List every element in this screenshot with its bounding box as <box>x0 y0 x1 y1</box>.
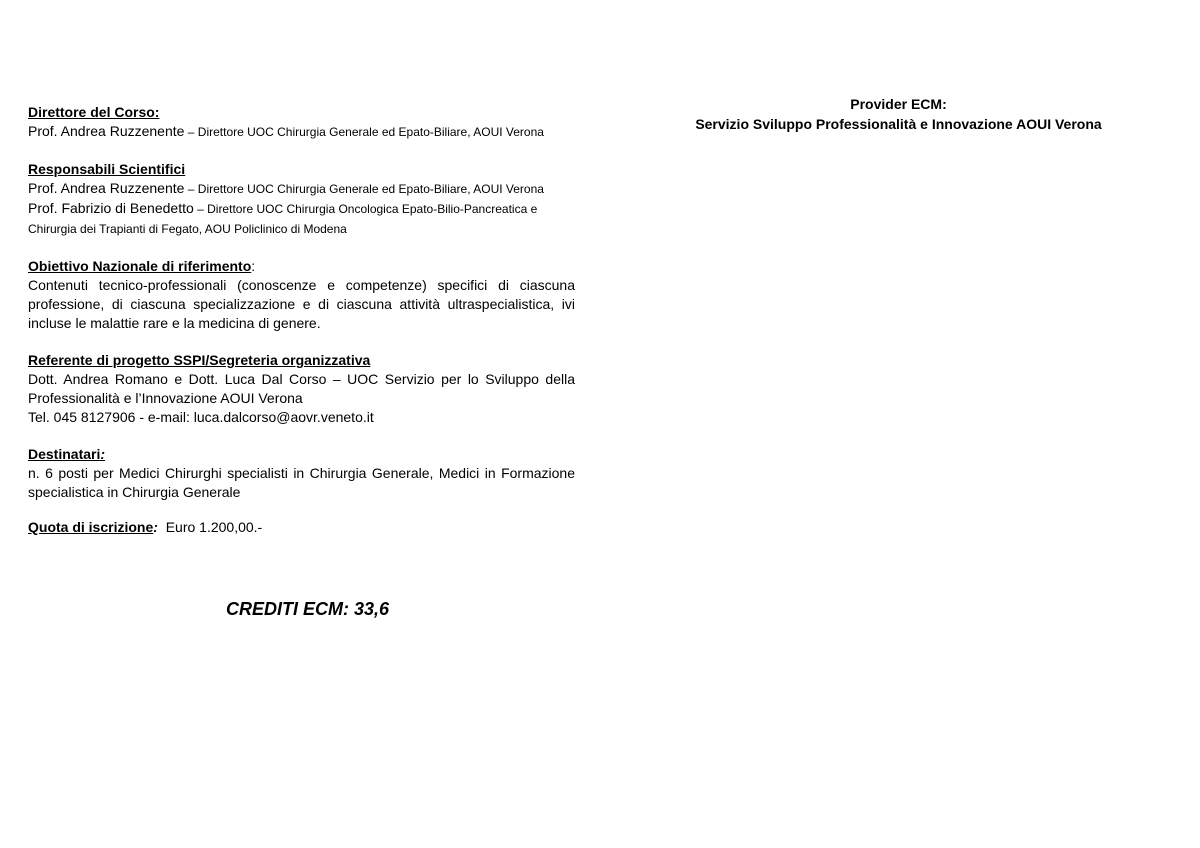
course-info-column <box>28 103 575 555</box>
direttore-name: Prof. Andrea Ruzzenente <box>28 123 185 139</box>
provider-text: Servizio Sviluppo Professionalità e Innovazione AOUI Verona <box>695 116 1102 132</box>
crediti-ecm: CREDITI ECM: 33,6 <box>226 599 390 619</box>
responsabile-1-role: – Direttore UOC Chirurgia Generale ed Epato-Biliare, AOUI Verona <box>184 182 544 196</box>
responsabile-1 <box>28 179 575 199</box>
destinatari-heading: Destinatari <box>28 446 101 462</box>
obiettivo-heading-line <box>28 257 575 276</box>
provider-section <box>640 94 1157 134</box>
obiettivo-text: Contenuti tecnico-professionali (conoscenze e competenze) specifici di ciascuna professione, di ciascuna specializzazione e di ciascuna attività ultraspecialistica, ivi incluse le malattie rare e la medicina di genere. <box>28 277 575 331</box>
responsabile-1-name: Prof. Andrea Ruzzenente <box>28 180 185 196</box>
quota-colon: : <box>153 519 158 535</box>
responsabile-2-role: – Direttore UOC Chirurgia Oncologica Epato-Bilio-Pancreatica e Chirurgia dei Trapianti di Fegato, AOU Policlinico di Modena <box>28 202 538 236</box>
responsabile-2-name: Prof. Fabrizio di Benedetto <box>28 200 194 216</box>
quota-heading: Quota di iscrizione <box>28 519 154 535</box>
destinatari-section <box>28 445 575 502</box>
quota-section <box>28 518 575 537</box>
quota-amount: Euro 1.200,00.- <box>157 519 263 535</box>
responsabile-2 <box>28 199 575 239</box>
direttore-heading: Direttore del Corso: <box>28 104 160 120</box>
responsabili-section <box>28 160 575 239</box>
direttore-role: – Direttore UOC Chirurgia Generale ed Epato-Biliare, AOUI Verona <box>184 125 544 139</box>
referente-text: Dott. Andrea Romano e Dott. Luca Dal Corso – UOC Servizio per lo Sviluppo della Professionalità e l’Innovazione AOUI Verona <box>28 371 575 406</box>
obiettivo-heading: Obiettivo Nazionale di riferimento <box>28 258 252 274</box>
provider-heading: Provider ECM: <box>850 96 947 112</box>
destinatari-heading-line <box>28 445 575 464</box>
referente-heading: Referente di progetto SSPI/Segreteria organizzativa <box>28 352 371 368</box>
direttore-section <box>28 103 575 142</box>
obiettivo-section <box>28 257 575 333</box>
responsabili-heading: Responsabili Scientifici <box>28 161 186 177</box>
obiettivo-colon: : <box>251 258 256 274</box>
destinatari-text: n. 6 posti per Medici Chirurghi specialisti in Chirurgia Generale, Medici in Formazione specialistica in Chirurgia Generale <box>28 465 575 500</box>
referente-section <box>28 351 575 427</box>
direttore-line <box>28 122 575 142</box>
referente-contact: Tel. 045 8127906 - e-mail: luca.dalcorso@aovr.veneto.it <box>28 409 374 425</box>
destinatari-colon: : <box>100 446 106 462</box>
